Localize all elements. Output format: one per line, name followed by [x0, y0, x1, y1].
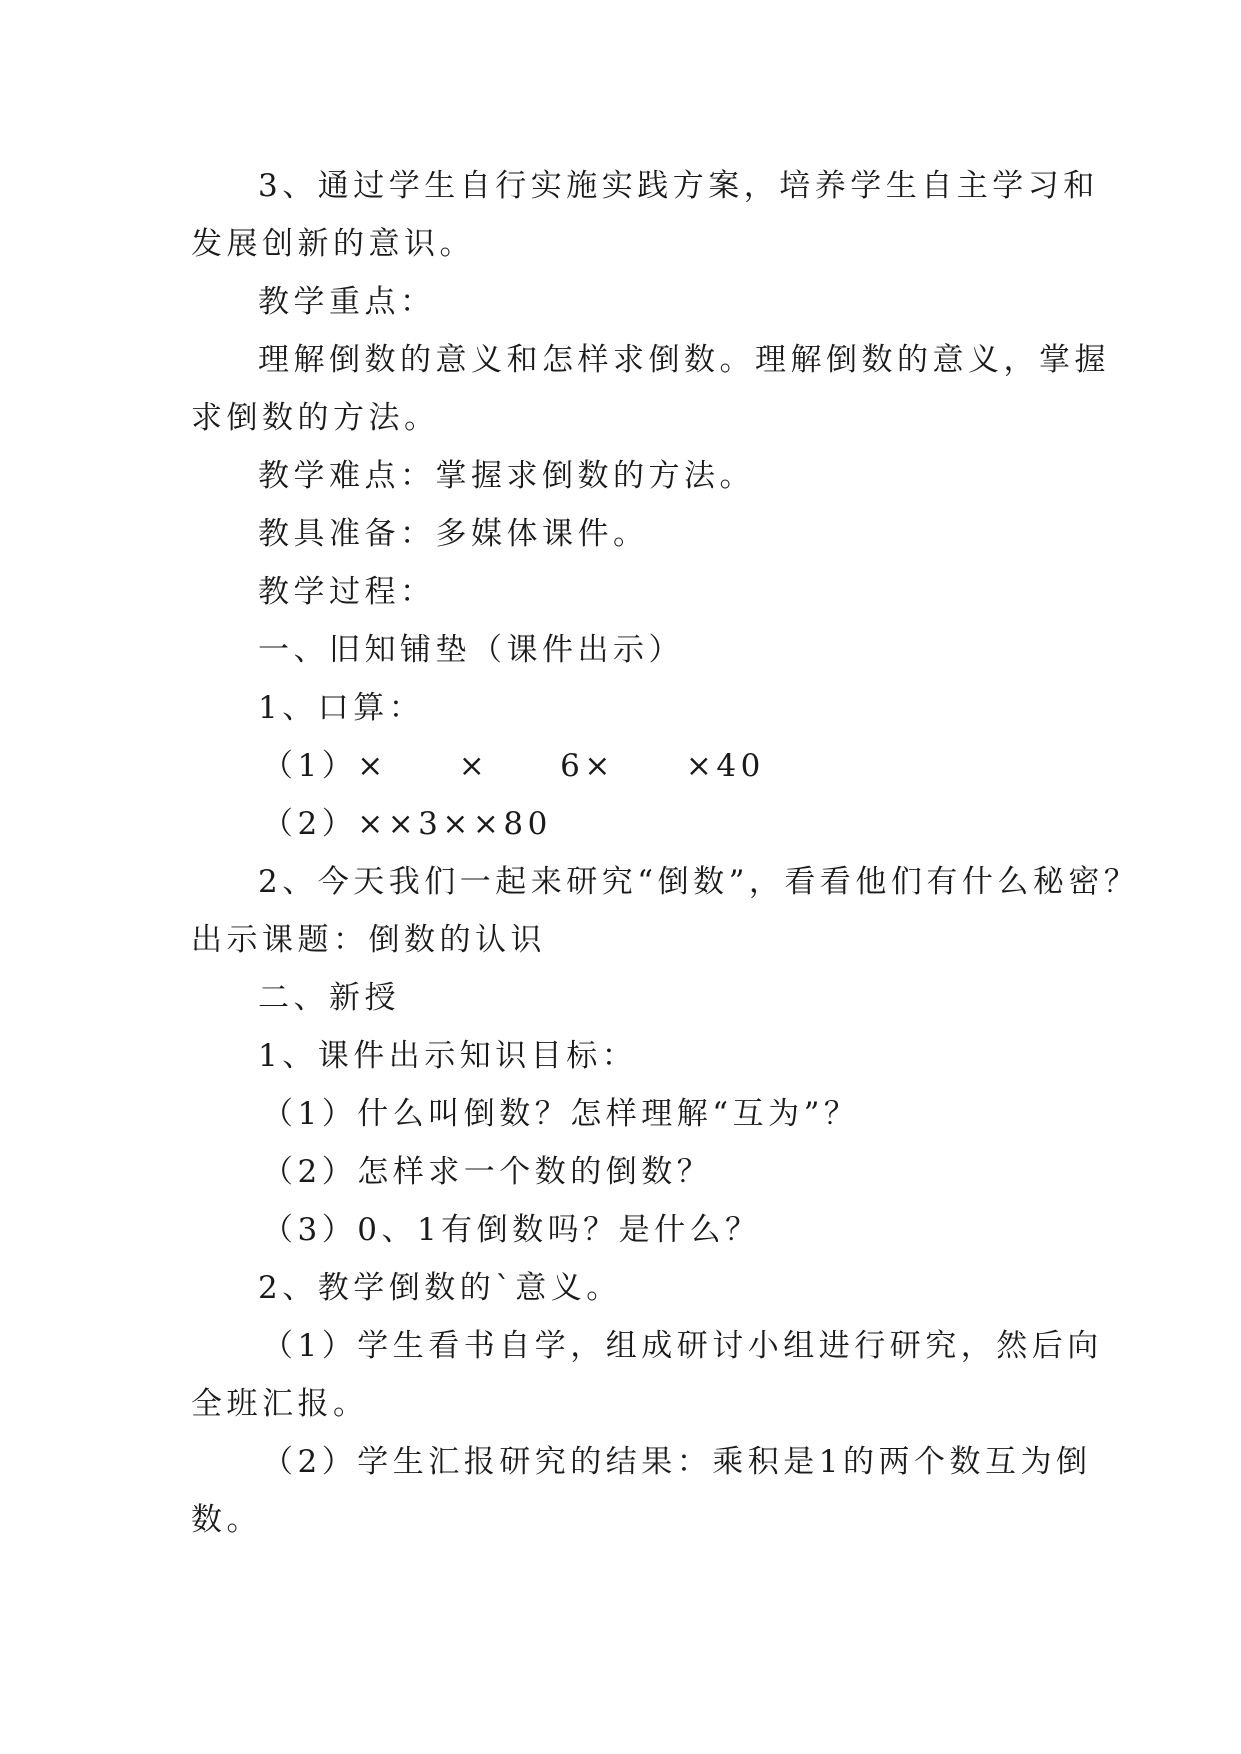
objective-3-line-1: 3、通过学生自行实施实践方案，培养学生自主学习和 — [258, 168, 1099, 204]
oral-calc-item-1: （1）× × 6× ×40 — [262, 748, 765, 784]
goal-item-1: （1）什么叫倒数？怎样理解“互为”？ — [262, 1096, 860, 1132]
oral-calc-item-2: （2）××3××80 — [262, 806, 552, 842]
goal-item-3: （3）0、1有倒数吗？是什么？ — [262, 1212, 761, 1248]
meaning-item-1-line-2: 全班汇报。 — [191, 1386, 369, 1422]
meaning-heading: 2、教学倒数的`意义。 — [258, 1270, 622, 1306]
process-heading: 教学过程： — [258, 574, 436, 610]
key-points-line-2: 求倒数的方法。 — [191, 400, 440, 436]
goal-item-2: （2）怎样求一个数的倒数？ — [262, 1154, 713, 1190]
objective-3-line-2: 发展创新的意识。 — [191, 226, 475, 262]
knowledge-goals-heading: 1、课件出示知识目标： — [258, 1038, 638, 1074]
oral-calc-heading: 1、口算： — [258, 690, 425, 726]
intro-line-1: 2、今天我们一起来研究“倒数”，看看他们有什么秘密？ — [258, 864, 1140, 900]
section-2-heading: 二、新授 — [258, 980, 400, 1016]
difficulty-line: 教学难点：掌握求倒数的方法。 — [258, 458, 755, 494]
section-1-heading: 一、旧知铺垫（课件出示） — [258, 632, 684, 668]
key-points-line-1: 理解倒数的意义和怎样求倒数。理解倒数的意义，掌握 — [258, 342, 1110, 378]
key-points-heading: 教学重点： — [258, 284, 436, 320]
intro-line-2: 出示课题：倒数的认识 — [191, 922, 546, 958]
meaning-item-1-line-1: （1）学生看书自学，组成研讨小组进行研究，然后向 — [262, 1328, 1103, 1364]
meaning-item-2-line-2: 数。 — [191, 1502, 262, 1538]
teaching-aids-line: 教具准备：多媒体课件。 — [258, 516, 649, 552]
meaning-item-2-line-1: （2）学生汇报研究的结果：乘积是1的两个数互为倒 — [262, 1444, 1092, 1480]
